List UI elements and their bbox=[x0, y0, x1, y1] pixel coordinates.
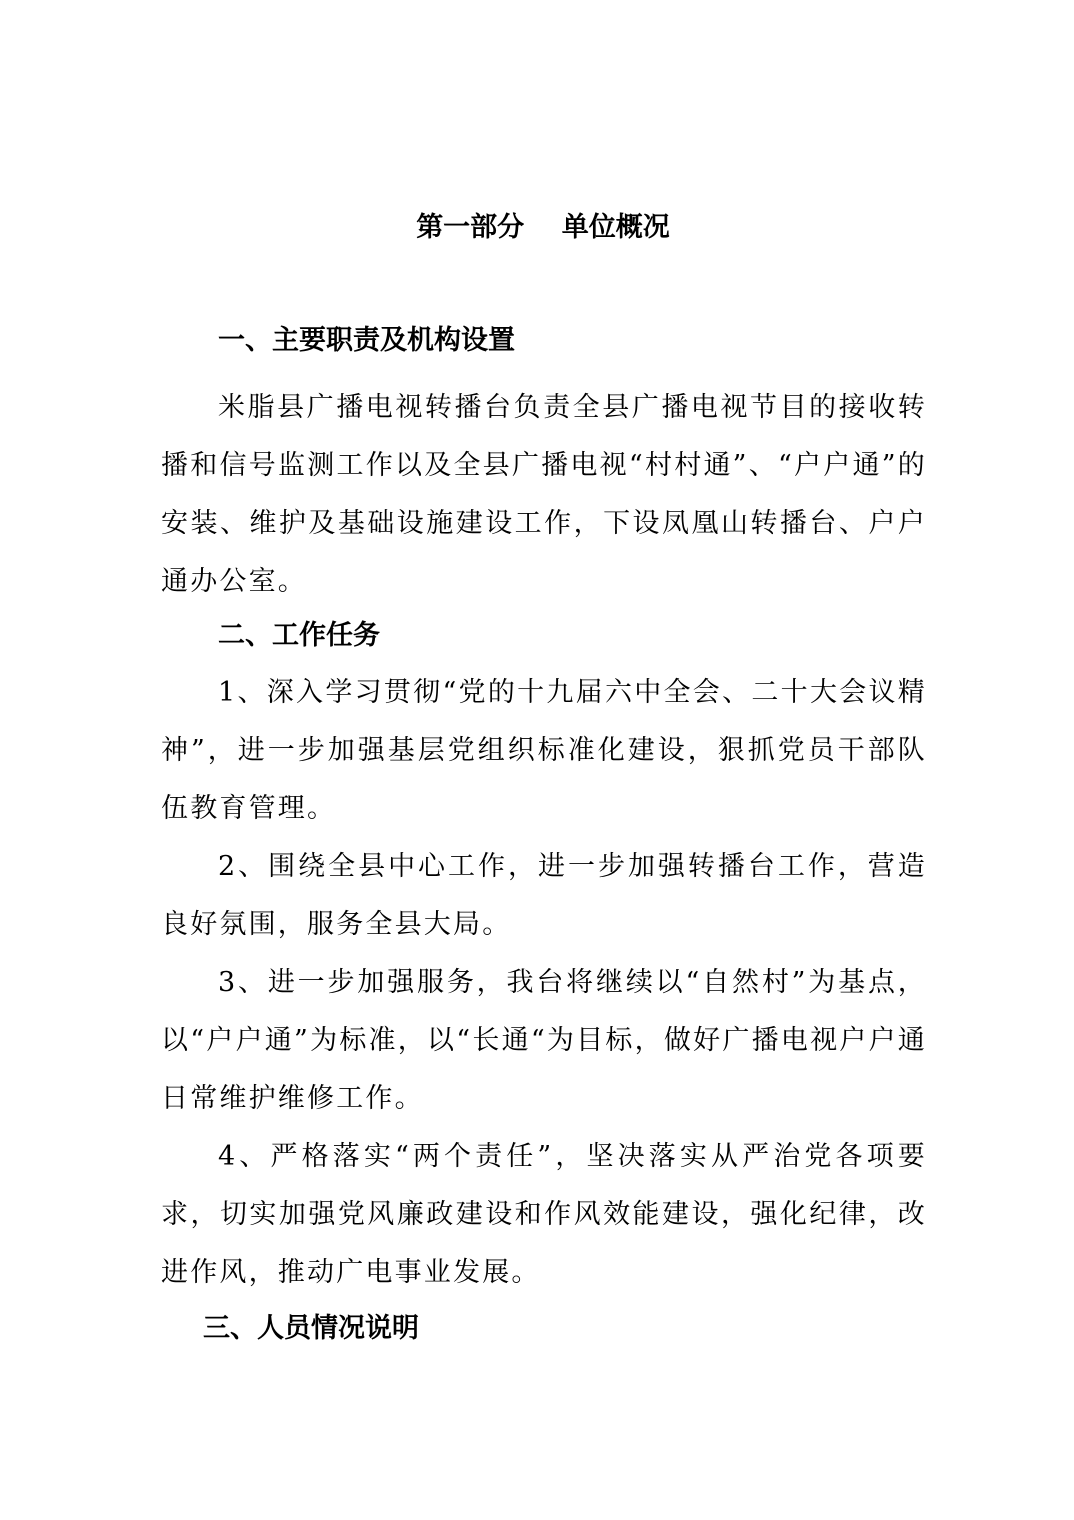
section-heading-tasks: 二、工作任务 bbox=[218, 620, 380, 651]
task-item-4: 4、严格落实“两个责任”，坚决落实从严治党各项要求，切实加强党风廉政建设和作风效能建设，强化纪律，改进作风，推动广电事业发展。 bbox=[161, 1141, 927, 1288]
task-item-1: 1、深入学习贯彻“党的十九届六中全会、二十大会议精神”，进一步加强基层党组织标准化建设，狠抓党员干部队伍教育管理。 bbox=[161, 677, 927, 824]
section-heading-duties: 一、主要职责及机构设置 bbox=[218, 325, 515, 356]
task-item-2: 2、围绕全县中心工作，进一步加强转播台工作，营造良好氛围，服务全县大局。 bbox=[161, 851, 927, 940]
paragraph-duties: 米脂县广播电视转播台负责全县广播电视节目的接收转播和信号监测工作以及全县广播电视“村村通”、“户户通”的安装、维护及基础设施建设工作，下设凤凰山转播台、户户通办公室。 bbox=[161, 392, 927, 597]
task-item-3: 3、进一步加强服务，我台将继续以“自然村”为基点，以“户户通”为标准，以“长通“为目标，做好广播电视户户通日常维护维修工作。 bbox=[161, 967, 927, 1114]
page-title: 第一部分 单位概况 bbox=[416, 212, 670, 243]
section-heading-staff: 三、人员情况说明 bbox=[203, 1313, 419, 1344]
